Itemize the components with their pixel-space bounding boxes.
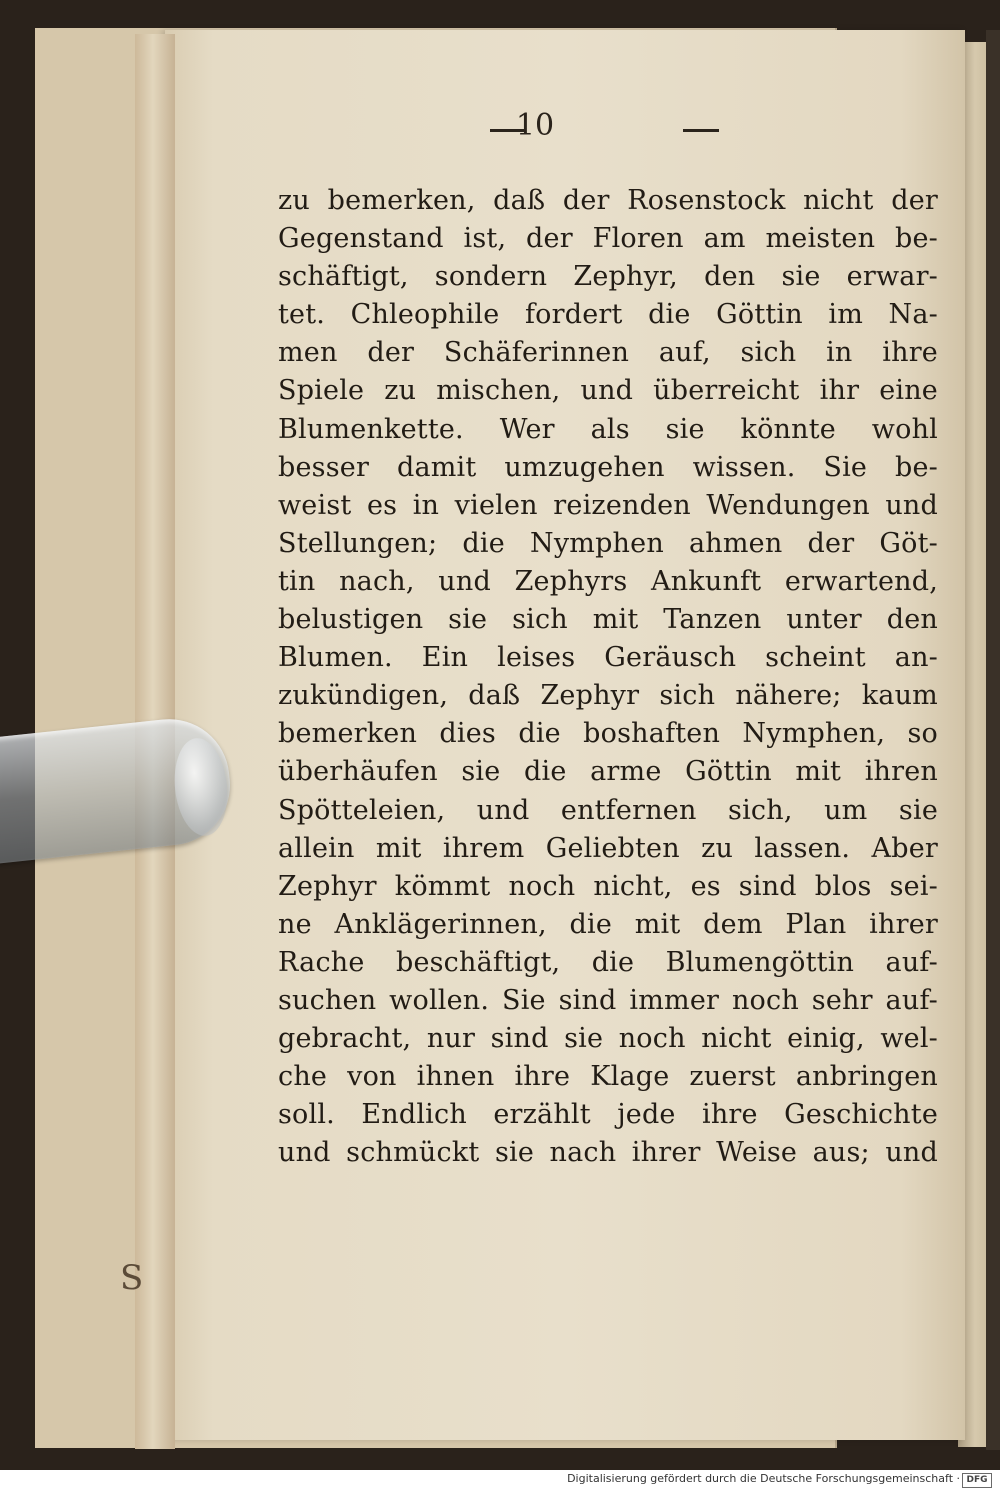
text-line: weist es in vielen reizenden Wendungen und <box>278 489 938 521</box>
margin-signature-mark: S <box>120 1258 144 1298</box>
text-line: belustigen sie sich mit Tanzen unter den <box>278 604 938 636</box>
body-text <box>278 182 938 1172</box>
right-binding-shadow <box>986 30 1000 1450</box>
footer-bar <box>0 1470 1000 1490</box>
text-line: Zephyr kömmt noch nicht, es sind blos sei- <box>278 870 938 902</box>
text-line: Blumenkette. Wer als sie könnte wohl <box>278 413 938 445</box>
text-line: suchen wollen. Sie sind immer noch sehr auf- <box>278 984 938 1016</box>
dfg-logo-icon: DFG <box>962 1473 992 1488</box>
text-line: schäftigt, sondern Zephyr, den sie erwar- <box>278 261 938 293</box>
text-line: Stellungen; die Nymphen ahmen der Göt- <box>278 527 938 559</box>
text-line: allein mit ihrem Geliebten zu lassen. Aber <box>278 832 938 864</box>
page-number: 10 <box>515 108 555 143</box>
text-line: tet. Chleophile fordert die Göttin im Na- <box>278 299 938 331</box>
text-line: bemerken dies die boshaften Nymphen, so <box>278 718 938 750</box>
text-line: zukündigen, daß Zephyr sich nähere; kaum <box>278 680 938 712</box>
text-line: che von ihnen ihre Klage zuerst anbringen <box>278 1061 938 1093</box>
text-line: überhäufen sie die arme Göttin mit ihren <box>278 756 938 788</box>
text-line: besser damit umzugehen wissen. Sie be- <box>278 451 938 483</box>
text-line: Spötteleien, und entfernen sich, um sie <box>278 794 938 826</box>
text-line: Rache beschäftigt, die Blumengöttin auf- <box>278 946 938 978</box>
text-line: ne Anklägerinnen, die mit dem Plan ihrer <box>278 908 938 940</box>
text-line: zu bemerken, daß der Rosenstock nicht der <box>278 185 938 216</box>
page-number-dash-right <box>683 129 719 132</box>
text-line: Gegenstand ist, der Floren am meisten be- <box>278 223 938 255</box>
text-line: gebracht, nur sind sie noch nicht einig, wel- <box>278 1023 938 1055</box>
funding-credit: Digitalisierung gefördert durch die Deutsche Forschungsgemeinschaft · <box>567 1472 960 1485</box>
text-line: und schmückt sie nach ihrer Weise aus; und <box>278 1137 938 1169</box>
text-line: Blumen. Ein leises Geräusch scheint an- <box>278 642 938 674</box>
text-line: tin nach, und Zephyrs Ankunft erwartend, <box>278 565 938 597</box>
text-line: men der Schäferinnen auf, sich in ihre <box>278 337 938 369</box>
text-line: soll. Endlich erzählt jede ihre Geschichte <box>278 1099 938 1131</box>
text-line: Spiele zu mischen, und überreicht ihr eine <box>278 375 938 407</box>
